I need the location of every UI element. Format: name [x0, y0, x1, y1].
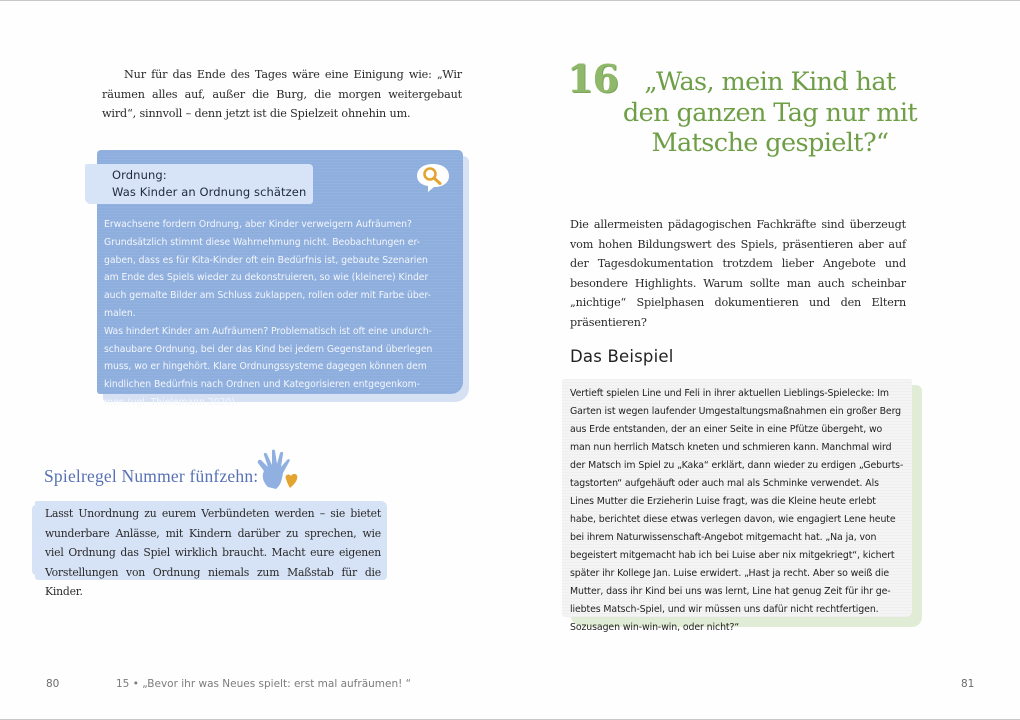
example-line: aus Erde entstanden, der an einer Seite in eine Pfütze übergeht, wo	[570, 424, 883, 435]
info-line: schaubare Ordnung, bei der das Kind bei jedem Gegenstand überlegen	[104, 343, 433, 355]
page-number-right: 81	[961, 678, 975, 690]
chapter-number: 16	[567, 56, 618, 101]
info-line: malen.	[104, 307, 136, 319]
info-box-title	[85, 164, 313, 204]
info-line: am Ende des Spiels wieder zu dekonstruieren, so wie (kleinere) Kinder	[104, 272, 429, 284]
info-line: Grundsätzlich stimmt diese Wahrnehmung nicht. Beobachtungen er-	[104, 236, 420, 248]
example-line: man nun herrlich Matsch kneten und schmieren kann. Manchmal wird	[570, 442, 892, 453]
info-line: men (vgl. Thielemann 2020).	[104, 396, 238, 408]
example-line: begeistert mitgemacht hab ich bei Luise aber nix mitgekriegt“, kichert	[570, 550, 895, 561]
example-line: bei ihrem Naturwissenschaft-Angebot mitgemacht hat. „Na ja, von	[570, 532, 877, 543]
example-line: liebtes Matsch-Spiel, und wir müssen uns dafür nicht rechtfertigen.	[570, 604, 879, 615]
example-line: der Matsch im Spiel zu „Kaka“ erklärt, dann wieder zu erdigen „Geburts-	[570, 460, 904, 471]
example-heading: Das Beispiel	[570, 347, 674, 366]
chapter-title-line: den ganzen Tag nur mit	[622, 97, 918, 128]
example-line: tagstorten“ aufgehäuft oder auch mal als Schminke verwendet. Als	[570, 478, 879, 489]
example-line: Vertieft spielen Line und Feli in ihrer aktuellen Lieblings-Spielecke: Im	[570, 388, 889, 399]
info-title-line-2: Was Kinder an Ordnung schätzen	[112, 185, 307, 199]
running-head: 15 • „Bevor ihr was Neues spielt: erst mal aufräumen! “	[116, 678, 412, 690]
rule-text: Lasst Unordnung zu eurem Verbündeten werden – sie bietet wunderbare Anlässe, mit Kindern darüber zu sprechen, wie viel Ordnung das Spiel wirklich braucht. Macht eure eigenen Vorstellungen von Ordnung niemals zum Maßstab für die Kinder.	[45, 507, 381, 598]
example-line: Mutter, dass ihr Kind bei uns was lernt, Line hat genug Zeit für ihr ge-	[570, 586, 891, 597]
info-line: gaben, dass es für Kita-Kinder oft ein Bedürfnis ist, gebaute Szenarien	[104, 254, 428, 266]
info-box	[97, 150, 465, 408]
info-line: Was hindert Kinder am Aufräumen? Problematisch ist oft eine undurch-	[104, 325, 432, 337]
chapter-title	[620, 67, 920, 159]
intro-text: Nur für das Ende des Tages wäre eine Einigung wie: „Wir räumen alles auf, außer die Burg, die morgen weitergebaut wird“, sinnvoll – denn jetzt ist die Spielzeit ohnehin um.	[102, 68, 462, 120]
chapter-title-line: „Was, mein Kind hat	[644, 67, 896, 97]
magnifier-speech-bubble-icon	[415, 162, 451, 194]
rule-title: Spielregel Nummer fünfzehn:	[44, 466, 259, 486]
intro-paragraph	[102, 65, 462, 124]
example-line: Lines Mutter die Erzieherin Luise fragt, was die Kleine heute erlebt	[570, 496, 876, 507]
example-line: Sozusagen win-win-win, oder nicht?“	[570, 622, 740, 633]
info-line: muss, wo er hingehört. Klare Ordnungssysteme dagegen können dem	[104, 361, 427, 373]
chapter-title-line: Matsche gespielt?“	[651, 128, 889, 158]
example-line: habe, berichtet diese etwas verlegen davon, wie engagiert Lene heute	[570, 514, 896, 525]
page-number-left: 80	[46, 678, 60, 690]
info-box-body	[104, 216, 456, 412]
example-body	[570, 385, 908, 637]
info-title-line-1: Ordnung:	[112, 168, 167, 182]
info-line: auch gemalte Bilder am Schluss zuklappen, rollen oder mit Farbe über-	[104, 290, 431, 302]
lead-paragraph: Die allermeisten pädagogischen Fachkräfte sind überzeugt vom hohen Bildungswert des Spiels, präsentieren aber auf der Tagesdokumentation trotzdem lieber Angebote und besondere Highlights. Warum sollte man auch scheinbar „nichtige“ Spielphasen dokumentieren und den Eltern präsentieren?	[570, 218, 906, 329]
rule-box	[35, 501, 387, 598]
info-line: kindlichen Bedürfnis nach Ordnen und Kategorisieren entgegenkom-	[104, 379, 420, 391]
example-line: Garten ist wegen laufender Umgestaltungsmaßnahmen ein großer Berg	[570, 406, 902, 417]
info-line: Erwachsene fordern Ordnung, aber Kinder verweigern Aufräumen?	[104, 219, 412, 230]
hand-heart-icon	[254, 447, 306, 493]
example-line: später ihr Kollege Jan. Luise erwidert. „Hast ja recht. Aber so weiß die	[570, 568, 890, 579]
example-box	[562, 379, 922, 633]
